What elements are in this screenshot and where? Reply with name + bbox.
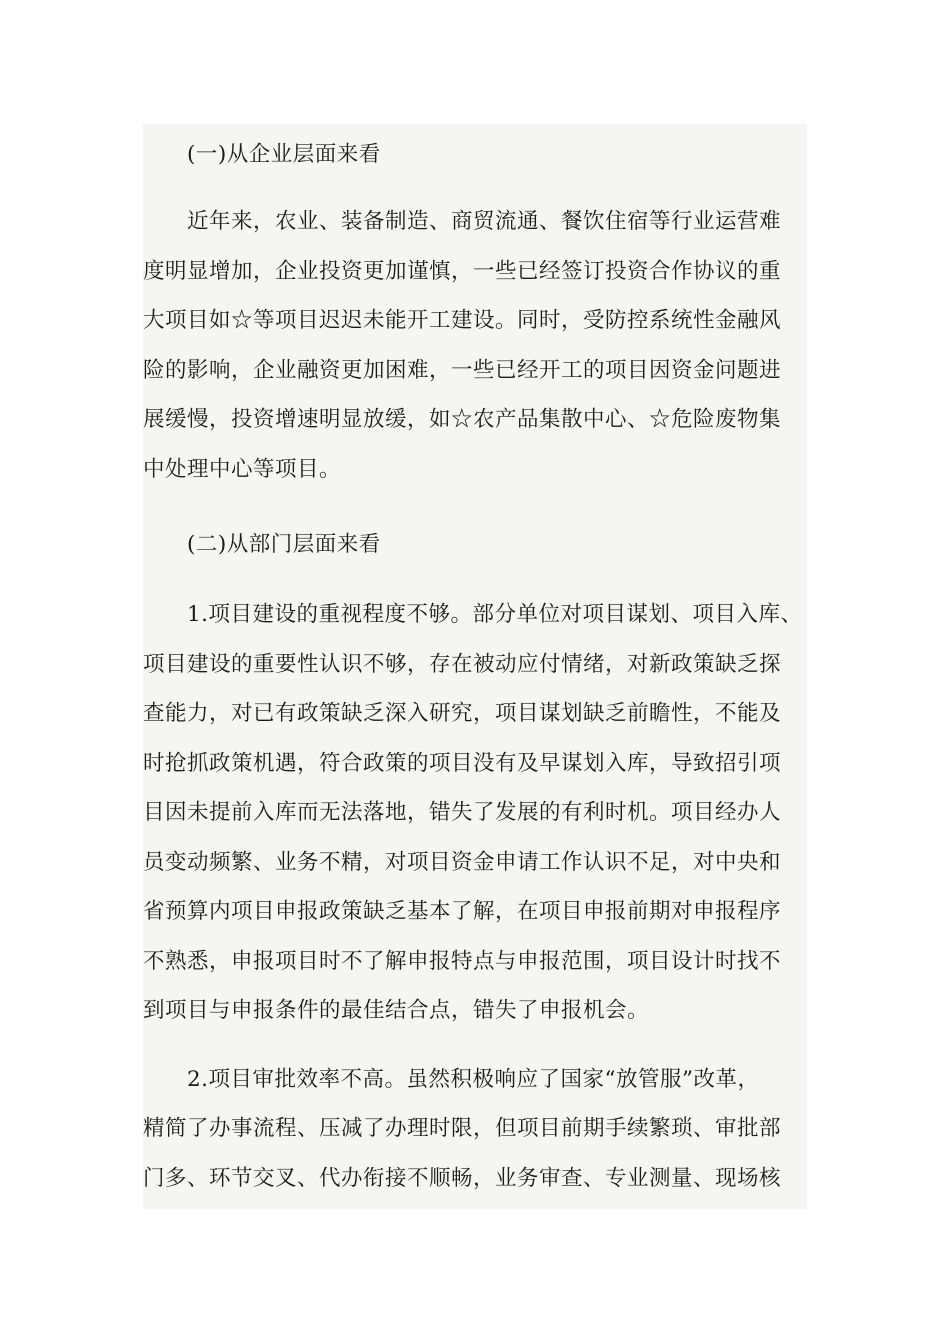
paragraph-line: 近年来，农业、装备制造、商贸流通、餐饮住宿等行业运营难	[187, 209, 782, 234]
paragraph-line: 精简了办事流程、压减了办理时限，但项目前期手续繁琐、审批部	[143, 1116, 782, 1141]
paragraph-line: 时抢抓政策机遇，符合政策的项目没有及早谋划入库，导致招引项	[143, 751, 782, 776]
paragraph-line: 目因未提前入库而无法落地，错失了发展的有利时机。项目经办人	[143, 800, 782, 825]
paragraph-line: 员变动频繁、业务不精，对项目资金申请工作认识不足，对中央和	[143, 850, 782, 875]
section-heading-enterprise: (一)从企业层面来看	[187, 142, 381, 167]
paragraph-line: 展缓慢，投资增速明显放缓，如☆农产品集散中心、☆危险废物集	[143, 407, 782, 432]
paragraph-line: 中处理中心等项目。	[143, 457, 342, 482]
paragraph-line: 不熟悉，申报项目时不了解申报特点与申报范围，项目设计时找不	[143, 949, 782, 974]
paragraph-line: 查能力，对已有政策缺乏深入研究，项目谋划缺乏前瞻性，不能及	[143, 701, 782, 726]
paragraph-line: 项目建设的重要性认识不够，存在被动应付情绪，对新政策缺乏探	[143, 652, 782, 677]
paragraph-line: 省预算内项目申报政策缺乏基本了解，在项目申报前期对申报程序	[143, 899, 782, 924]
section-heading-department: (二)从部门层面来看	[187, 532, 381, 557]
paragraph-line: 门多、环节交叉、代办衔接不顺畅，业务审查、专业测量、现场核	[143, 1166, 782, 1191]
paragraph-line: 大项目如☆等项目迟迟未能开工建设。同时，受防控系统性金融风	[143, 308, 782, 333]
paragraph-line: 2.项目审批效率不高。虽然积极响应了国家“放管服”改革，	[187, 1067, 760, 1092]
paragraph-line: 度明显增加，企业投资更加谨慎，一些已经签订投资合作协议的重	[143, 259, 782, 284]
document-page	[143, 124, 807, 1209]
paragraph-line: 险的影响，企业融资更加困难，一些已经开工的项目因资金问题进	[143, 358, 782, 383]
paragraph-line: 1.项目建设的重视程度不够。部分单位对项目谋划、项目入库、	[187, 602, 803, 627]
paragraph-line: 到项目与申报条件的最佳结合点，错失了申报机会。	[143, 998, 650, 1023]
